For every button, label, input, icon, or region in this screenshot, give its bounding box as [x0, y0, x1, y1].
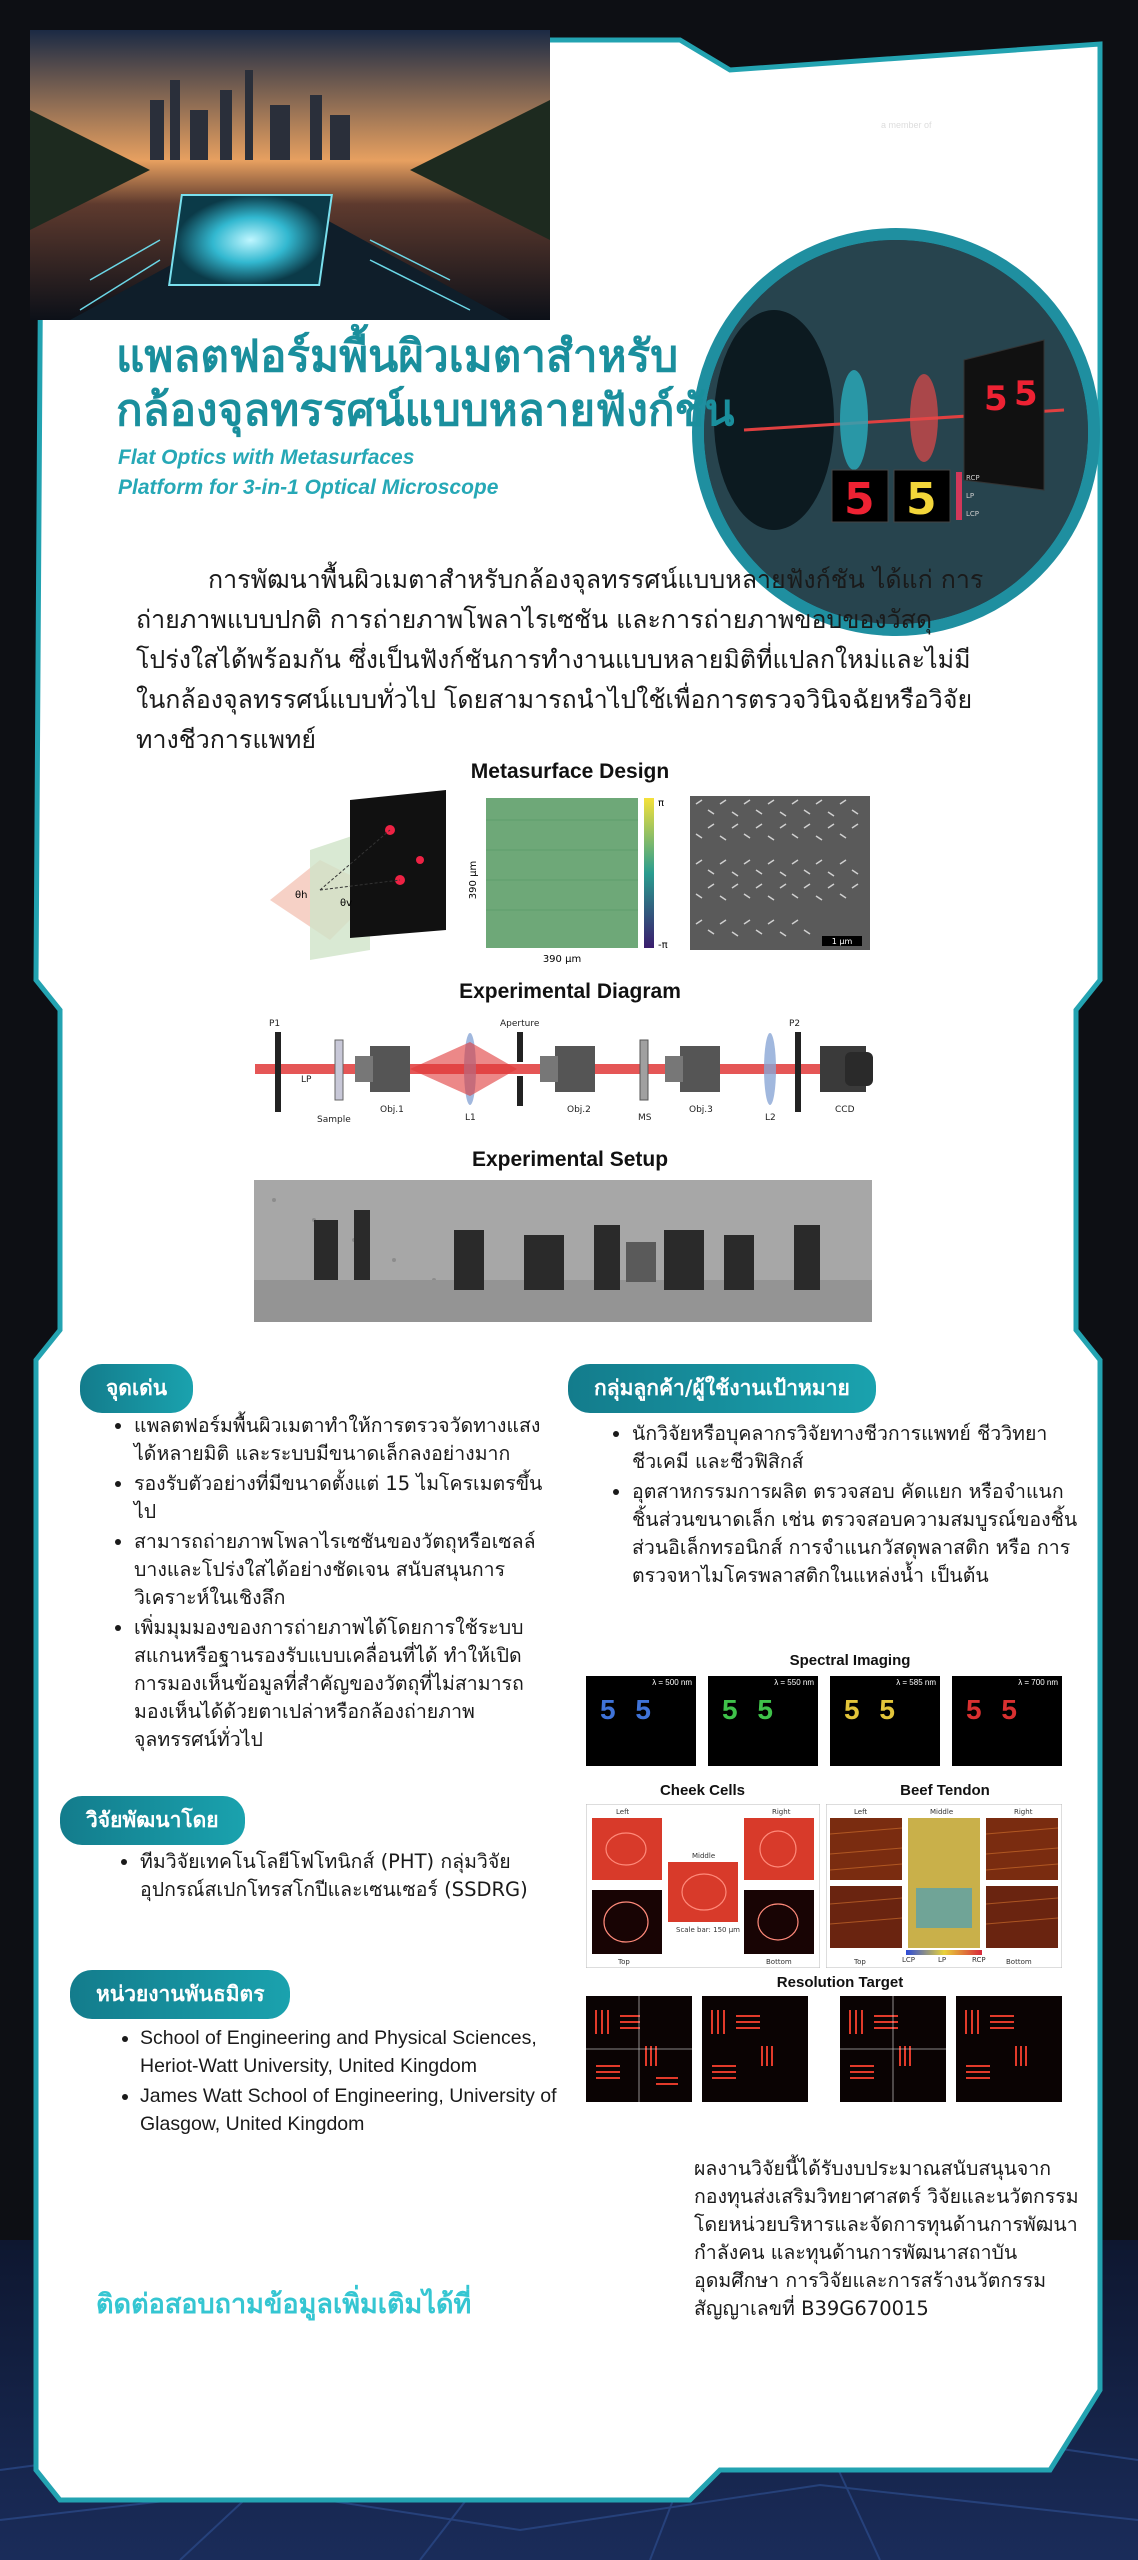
diag-aperture: Aperture [500, 1019, 540, 1029]
beef-rcp: RCP [972, 1956, 986, 1964]
cheek-right: Right [772, 1808, 791, 1816]
cb-min-label: -π [658, 940, 668, 951]
target-list [604, 1420, 1082, 1592]
partners-list [112, 2024, 560, 2140]
setup-title: Experimental Setup [471, 1148, 669, 1171]
diag-ccd: CCD [835, 1105, 855, 1115]
beef-tendon-figure [826, 1804, 1062, 1968]
highlight-item: • เพิ่มมุมมองของการถ่ายภาพได้โดยการใช้ระบบสแกนหรือฐานรองรับแบบเคลื่อนที่ได้ ทำให้เปิดการมองเห็นข้อมูลที่สำคัญของวัตถุที่ไม่สามารถมองเห็นได้ด้วยตาเปล่าหรือกล้องถ่ายภาพจุลทรรศน์ทั่วไป [134, 1614, 554, 1754]
highlights-list [106, 1412, 554, 1756]
developed-by-heading: วิจัยพัฒนาโดย [60, 1796, 245, 1845]
title-th-line1: แพลตฟอร์มพื้นผิวเมตาสำหรับ [116, 331, 679, 382]
logo-member-text: a member of [881, 120, 932, 130]
highlights-heading: จุดเด่น [80, 1364, 193, 1413]
contact-phone: Tel: 0 2564 6900 [96, 2397, 259, 2420]
partners-heading: หน่วยงานพันธมิตร [70, 1970, 290, 2019]
cheek-title: Cheek Cells [659, 1782, 746, 1799]
title-th-line2: กล้องจุลทรรศน์แบบหลายฟังก์ชัน [116, 385, 735, 436]
partner-item: • School of Engineering and Physical Sciences, Heriot-Watt University, United Kingdom [140, 2024, 560, 2080]
cheek-middle: Middle [692, 1852, 716, 1860]
circle-digit-right: 5 [906, 474, 937, 525]
logo-name: NECTEC [823, 76, 998, 118]
title-en-line2: Platform for 3-in-1 Optical Microscope [118, 476, 499, 499]
spectral-panel [708, 1676, 818, 1766]
contact-website[interactable]: Website: www.nectec.or.th [96, 2453, 355, 2476]
intro-paragraph: การพัฒนาพื้นผิวเมตาสำหรับกล้องจุลทรรศน์แบบหลายฟังก์ชัน ได้แก่ การถ่ายภาพแบบปกติ การถ่ายภาพโพลาไรเซชัน และการถ่ายภาพขอบของวัสดุโปร่งใสได้พร้อมกัน ซึ่งเป็นฟังก์ชันการทำงานแบบหลายมิติที่แปลกใหม่และไม่มีในกล้องจุลทรรศน์แบบทั่วไป โดยสามารถนำไปใช้เพื่อการตรวจวินิจฉัยหรือวิจัยทางชีวการแพทย์ [136, 565, 984, 754]
diag-l2: L2 [765, 1113, 776, 1123]
resolution-target-figure [586, 1996, 1062, 2104]
diag-obj3: Obj.3 [689, 1105, 713, 1115]
diag-obj2: Obj.2 [567, 1105, 591, 1115]
logo-mark-icon [1025, 64, 1067, 104]
spectral-panel-label: λ = 700 nm [1018, 1678, 1058, 1687]
highlight-item: • สามารถถ่ายภาพโพลาไรเซชันของวัตถุหรือเซลล์บางและโปร่งใสได้อย่างชัดเจน สนับสนุนการวิเคราะห์ในเชิงลึก [134, 1528, 554, 1612]
spectral-digits: 5 5 [600, 1694, 657, 1725]
circle-digit-red-2: 5 [1014, 374, 1038, 414]
circle-digit-red: 5 [984, 379, 1008, 419]
logo-parent: NSTDA [943, 112, 1010, 132]
theta-v-label: θv [340, 898, 353, 909]
theta-h-label: θh [295, 890, 308, 901]
contact-line: ฝ่ายพัฒนาเครือข่ายเชิงกลยุทธ์และประเมินผล (SPE) [96, 2341, 534, 2364]
diag-lp: LP [301, 1075, 312, 1085]
resolution-title: Resolution Target [776, 1974, 904, 1991]
spectral-digits: 5 5 [844, 1694, 901, 1725]
spectral-title: Spectral Imaging [789, 1652, 911, 1669]
spectral-panel-label: λ = 585 nm [896, 1678, 936, 1687]
contact-heading: ติดต่อสอบถามข้อมูลเพิ่มเติมได้ที่ [96, 2289, 472, 2320]
dim-x-label: 390 μm [542, 954, 582, 965]
metasurface-figure [250, 790, 890, 970]
target-item: • นักวิจัยหรือบุคลากรวิจัยทางชีวการแพทย์ ชีววิทยา ชีวเคมี และชีวฟิสิกส์ [632, 1420, 1082, 1476]
cheek-bottom: Bottom [766, 1958, 792, 1966]
spectral-digits: 5 5 [966, 1694, 1023, 1725]
diag-obj1: Obj.1 [380, 1105, 404, 1115]
beef-bottom: Bottom [1006, 1958, 1032, 1966]
spectral-digits: 5 5 [722, 1694, 779, 1725]
scale-label: 1 μm [831, 937, 853, 946]
beef-lcp: LCP [902, 1956, 916, 1964]
contact-block [96, 2282, 656, 2479]
nectec-logo [815, 58, 1075, 138]
circle-lp: LP [966, 492, 975, 500]
spectral-panel [586, 1676, 696, 1766]
beef-right: Right [1014, 1808, 1033, 1816]
highlight-item: • แพลตฟอร์มพื้นผิวเมตาทำให้การตรวจวัดทางแสงได้หลายมิติ และระบบมีขนาดเล็กลงอย่างมาก [134, 1412, 554, 1468]
spectral-panel-label: λ = 550 nm [774, 1678, 814, 1687]
spectral-panel [830, 1676, 940, 1766]
beef-left: Left [854, 1808, 868, 1816]
title-en-line1: Flat Optics with Metasurfaces [118, 446, 415, 469]
cheek-top: Top [618, 1958, 630, 1966]
beef-title: Beef Tendon [900, 1782, 990, 1799]
target-heading: กลุ่มลูกค้า/ผู้ใช้งานเป้าหมาย [568, 1364, 876, 1413]
funding-text: ผลงานวิจัยนี้ได้รับงบประมาณสนับสนุนจากกองทุนส่งเสริมวิทยาศาสตร์ วิจัยและนวัตกรรม โดยหน่วยบริหารและจัดการทุนด้านการพัฒนากำลังคน และทุนด้านการพัฒนาสถาบันอุดมศึกษา การวิจัยและการสร้างนวัตกรรม สัญญาเลขที่ B39G670015 [694, 2157, 1079, 2320]
diagram-title: Experimental Diagram [459, 980, 681, 1003]
diag-p2: P2 [789, 1019, 801, 1029]
developed-by-item: • ทีมวิจัยเทคโนโลยีโฟโทนิกส์ (PHT) กลุ่มวิจัยอุปกรณ์สเปกโทรสโกปีและเซนเซอร์ (SSDRG) [140, 1848, 540, 1904]
circle-rcp: RCP [966, 474, 980, 482]
diag-l1: L1 [465, 1113, 476, 1123]
cheek-cells-figure [586, 1804, 820, 1968]
partner-item: • James Watt School of Engineering, University of Glasgow, United Kingdom [140, 2082, 560, 2138]
beef-lp: LP [938, 1956, 947, 1964]
spectral-panel-label: λ = 500 nm [652, 1678, 692, 1687]
developed-by-list [112, 1848, 540, 1906]
diag-sample: Sample [317, 1115, 351, 1125]
highlight-item: • รองรับตัวอย่างที่มีขนาดตั้งแต่ 15 ไมโครเมตรขึ้นไป [134, 1470, 554, 1526]
circle-digit-left: 5 [844, 474, 875, 525]
beef-middle: Middle [930, 1808, 954, 1816]
experimental-diagram [255, 1012, 885, 1132]
diag-p1: P1 [269, 1019, 281, 1029]
beef-top: Top [854, 1958, 866, 1966]
setup-photo [254, 1180, 872, 1322]
cb-max-label: π [658, 798, 665, 809]
spectral-panels [586, 1676, 1062, 1766]
spectral-panel [952, 1676, 1062, 1766]
contact-line: ศูนย์เทคโนโลยีอิเล็กทรอนิกส์และคอมพิวเตอร์แห่งชาติ [96, 2369, 548, 2392]
target-item: • อุตสาหกรรมการผลิต ตรวจสอบ คัดแยก หรือจำแนกชิ้นส่วนขนาดเล็ก เช่น ตรวจสอบความสมบูรณ์ของชิ้นส่วนอิเล็กทรอนิกส์ การจำแนกวัสดุพลาสติก หรือ การตรวจหาไมโครพลาสติกในแหล่งน้ำ เป็นต้น [632, 1478, 1082, 1590]
diag-ms: MS [638, 1113, 652, 1123]
cheek-left: Left [616, 1808, 630, 1816]
contact-email[interactable]: E-mail: business@nectec.or.th [96, 2425, 391, 2448]
metasurface-title: Metasurface Design [470, 760, 670, 783]
circle-lcp: LCP [966, 510, 980, 518]
dim-y-label: 390 μm [468, 860, 479, 900]
hero-image [30, 30, 550, 320]
cheek-scale: Scale bar: 150 μm [676, 1926, 740, 1934]
